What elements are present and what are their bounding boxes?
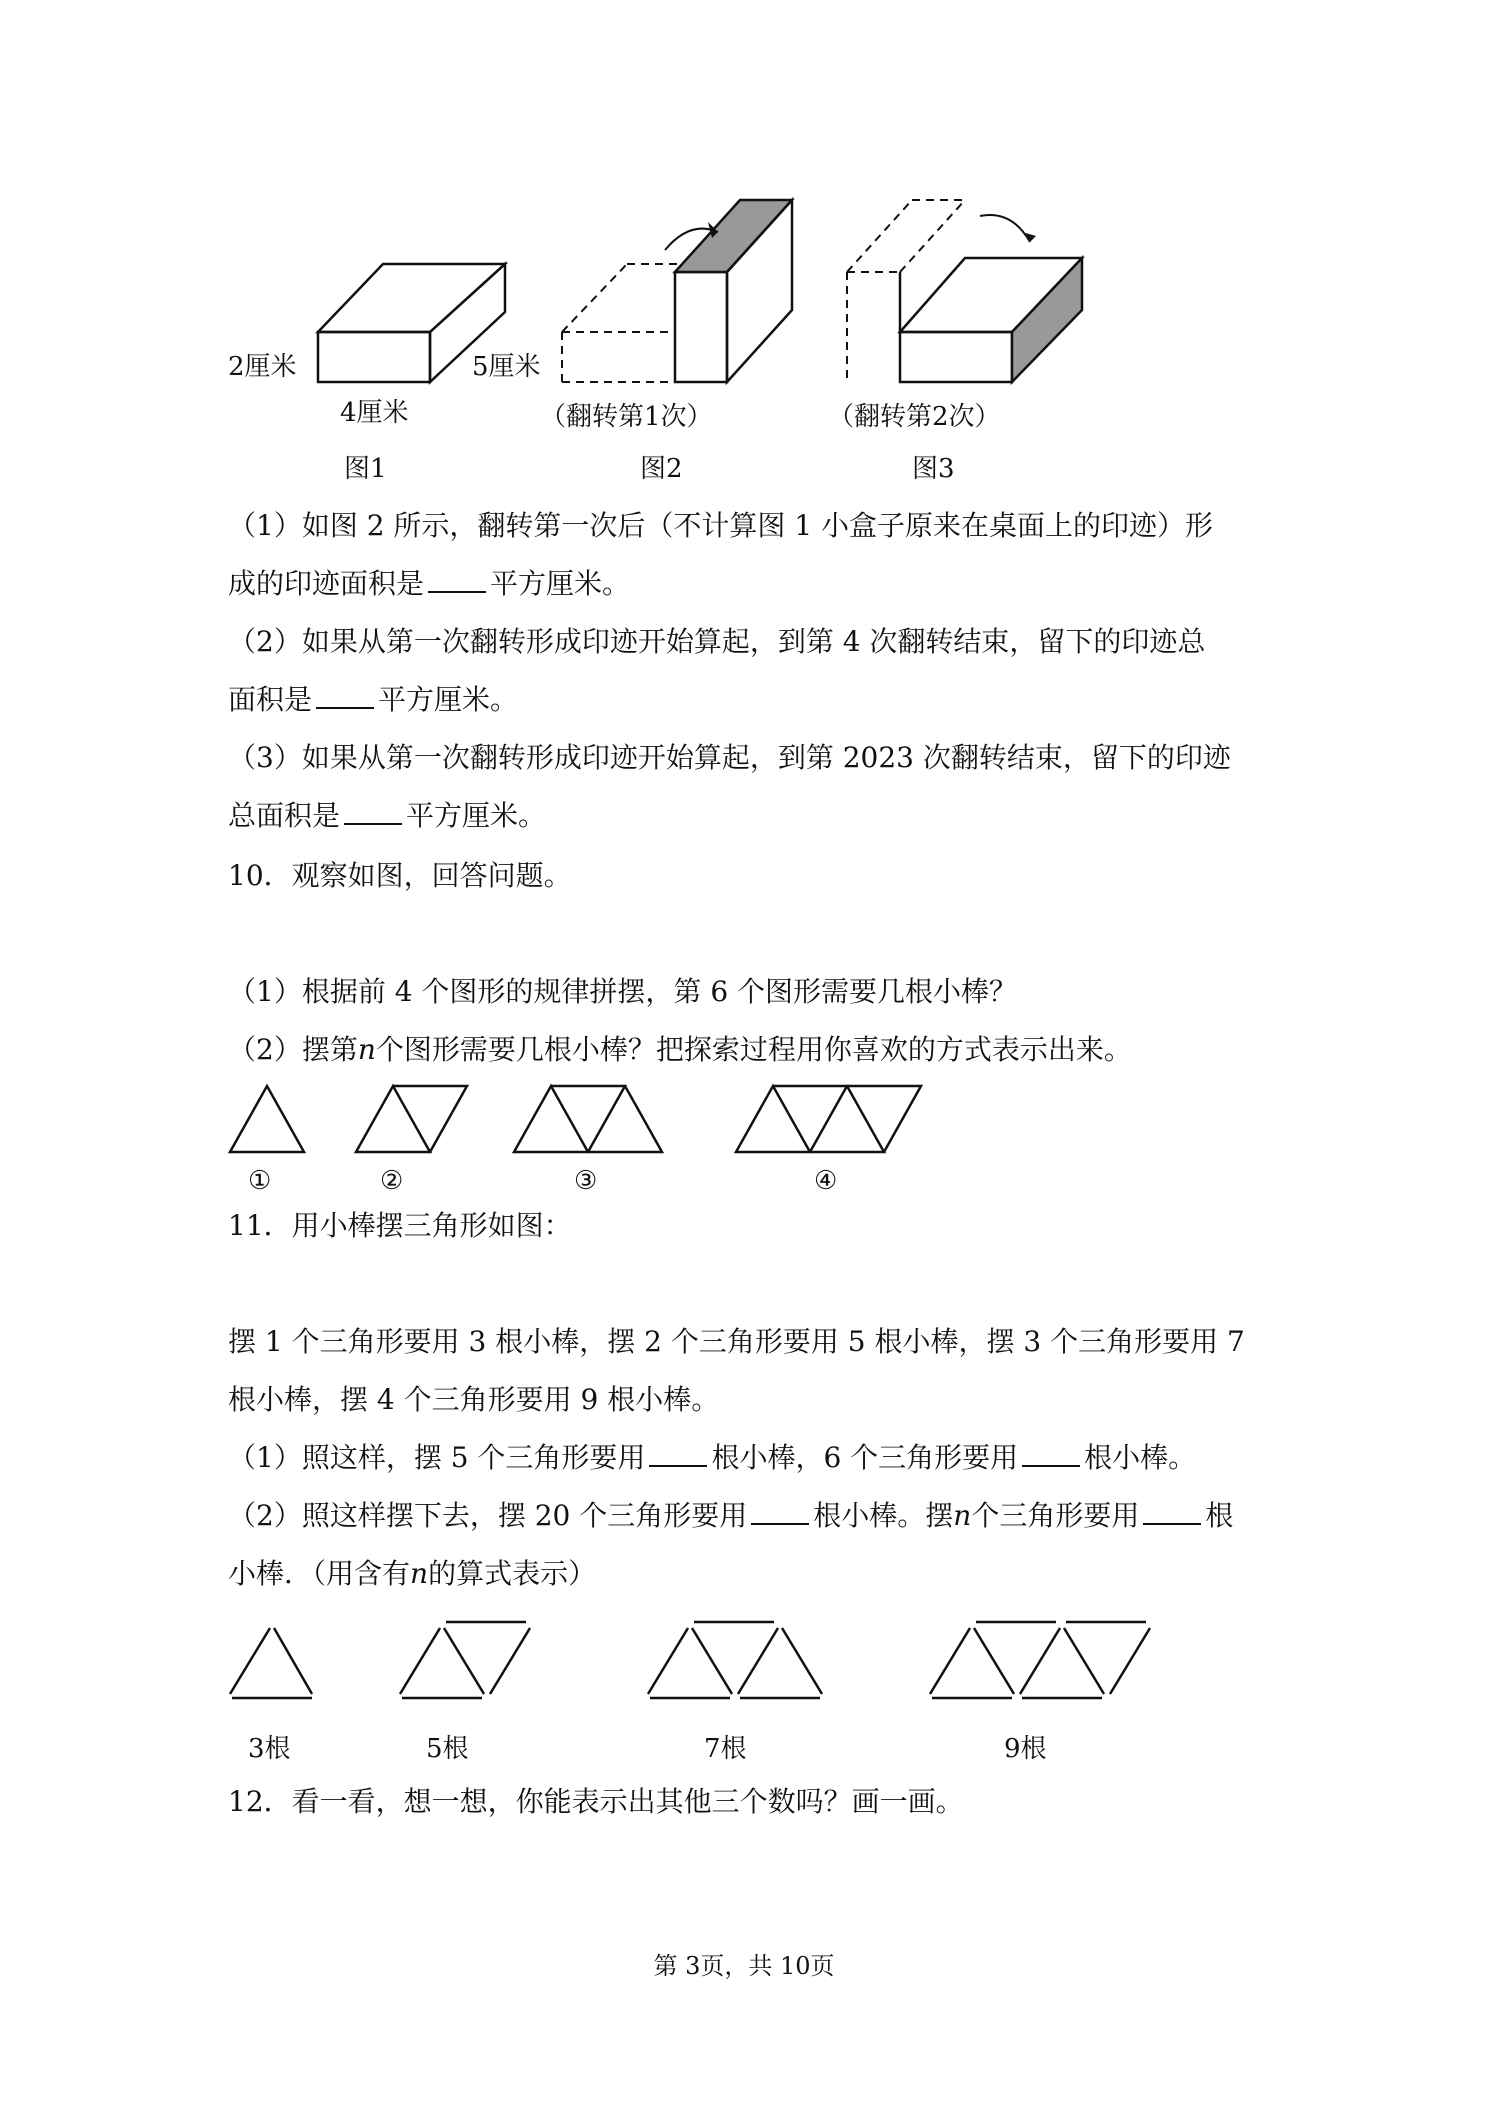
q11-s2-g: 的算式表示） <box>428 1557 597 1590</box>
q10-s2-a: （2）摆第 <box>228 1033 358 1066</box>
page-footer: 第 3页，共 10页 <box>653 1952 835 1980</box>
q10-label-4: ④ <box>814 1166 838 1196</box>
q10-title: 10．观察如图，回答问题。 <box>228 859 572 892</box>
q11-s1-a: （1）照这样，摆 5 个三角形要用 <box>228 1441 646 1474</box>
label-width: 4厘米 <box>340 398 409 428</box>
q10-label-2: ② <box>380 1166 404 1196</box>
q9-s3-unit: 平方厘米。 <box>406 799 547 832</box>
q9-s2-text: 面积是 <box>228 683 313 716</box>
q11-shape-4 <box>930 1622 1150 1698</box>
q11-label-2: 5根 <box>426 1734 469 1764</box>
label-length: 5厘米 <box>472 352 541 382</box>
caption-flip2: （翻转第2次） <box>828 402 1001 432</box>
q9-s3-text: 总面积是 <box>228 799 341 832</box>
q10-label-3: ③ <box>574 1166 598 1196</box>
q9-s1-line1: （1）如图 2 所示，翻转第一次后（不计算图 1 小盒子原来在桌面上的印迹）形 <box>228 509 1214 542</box>
q9-s1-unit: 平方厘米。 <box>490 567 631 600</box>
caption-fig3: 图3 <box>912 454 955 484</box>
caption-fig2: 图2 <box>640 454 683 484</box>
q9-s3-line1: （3）如果从第一次翻转形成印迹开始算起，到第 2023 次翻转结束，留下的印迹 <box>228 741 1231 774</box>
label-height: 2厘米 <box>228 352 297 382</box>
q9-s1-text: 成的印迹面积是 <box>228 567 425 600</box>
q10-s2-b: 个图形需要几根小棒？把探索过程用你喜欢的方式表示出来。 <box>375 1033 1132 1066</box>
q11-label-4: 9根 <box>1004 1734 1047 1764</box>
q11-s2-c: 个三角形要用 <box>971 1499 1140 1532</box>
q11-label-1: 3根 <box>248 1734 291 1764</box>
q11-s1-c: 根小棒。 <box>1084 1441 1197 1474</box>
q11-intro-2: 根小棒，摆 4 个三角形要用 9 根小棒。 <box>228 1383 720 1416</box>
q11-s2-f: n <box>410 1557 429 1590</box>
caption-fig1: 图1 <box>344 454 387 484</box>
q9-s2-line1: （2）如果从第一次翻转形成印迹开始算起，到第 4 次翻转结束，留下的印迹总 <box>228 625 1206 658</box>
q11-s2-a: （2）照这样摆下去，摆 20 个三角形要用 <box>228 1499 748 1532</box>
q10-s2-n: n <box>357 1033 376 1066</box>
q11-label-3: 7根 <box>704 1734 747 1764</box>
q10-label-1: ① <box>248 1166 272 1196</box>
q11-shape-1 <box>230 1628 312 1698</box>
caption-flip1: （翻转第1次） <box>540 402 713 432</box>
q11-intro-1: 摆 1 个三角形要用 3 根小棒，摆 2 个三角形要用 5 根小棒，摆 3 个三角形要用 7 <box>228 1325 1245 1358</box>
q11-s2-d: 根 <box>1205 1499 1234 1532</box>
q11-title: 11．用小棒摆三角形如图： <box>228 1209 572 1242</box>
q9-s2-unit: 平方厘米。 <box>378 683 519 716</box>
q11-s2-n: n <box>953 1499 972 1532</box>
q11-s2-b: 根小棒。摆 <box>813 1499 954 1532</box>
q11-shape-3 <box>648 1622 822 1698</box>
q12-title: 12．看一看，想一想，你能表示出其他三个数吗？画一画。 <box>228 1785 964 1818</box>
q10-s1: （1）根据前 4 个图形的规律拼摆，第 6 个图形需要几根小棒？ <box>228 975 1018 1008</box>
q11-shape-2 <box>400 1622 530 1698</box>
q11-s2-e: 小棒．（用含有 <box>228 1557 411 1590</box>
q11-s1-b: 根小棒，6 个三角形要用 <box>711 1441 1019 1474</box>
